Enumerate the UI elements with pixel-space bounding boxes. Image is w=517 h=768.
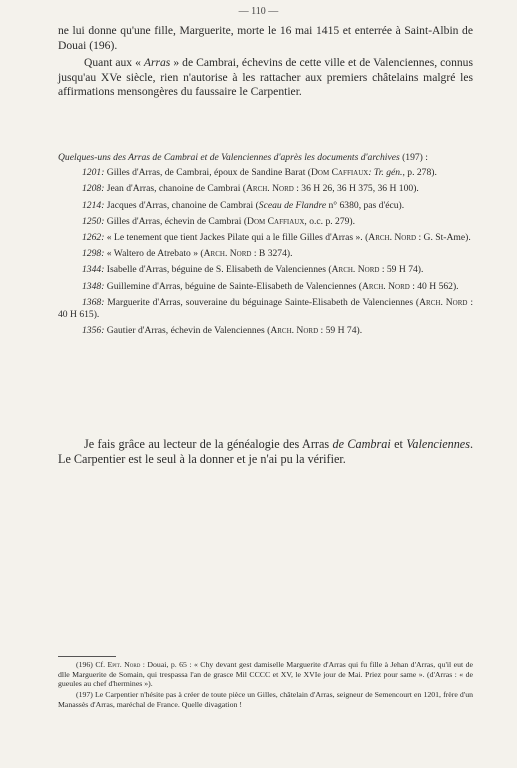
entry-text: n° 6380, pas d'écu). <box>326 199 405 211</box>
entry-source: Arch. Nord <box>361 280 410 292</box>
archive-entry <box>58 281 473 293</box>
entry-text: , o.c. p. 279). <box>304 215 356 227</box>
entry-source: Arch. Nord <box>331 264 380 276</box>
entry-year: 1298: <box>82 248 105 260</box>
archive-entry <box>58 297 473 321</box>
footnote-divider <box>58 656 116 657</box>
archive-entry <box>58 325 473 337</box>
entry-source: Arch. Nord <box>245 183 294 195</box>
entry-year: 1250: <box>82 215 105 227</box>
entry-year: 1214: <box>82 199 105 211</box>
entry-text: : 40 H 562). <box>409 280 459 292</box>
entry-text: Guillemine d'Arras, béguine de Sainte-Elisabeth de Valenciennes ( <box>104 280 362 292</box>
paragraph-italic-term: Valenciennes <box>406 437 470 451</box>
archive-list-heading-note: (197) : <box>399 152 428 163</box>
entry-year: 1262: <box>82 232 105 244</box>
paragraph-text: Quant aux « <box>84 56 144 69</box>
paragraph-text: » de Cambrai, échevins de cette ville et de Valenciennes, connus jusqu'au XVe siècle, rien n'autorise à les rattacher aux premiers châtelains malgré les affirmations mensongères du faussaire le Carpentier. <box>58 56 473 99</box>
entry-text: Isabelle d'Arras, béguine de S. Elisabeth de Valenciennes ( <box>104 264 332 276</box>
footnote <box>58 660 473 689</box>
footnote-text: (196) Cf. <box>76 660 108 669</box>
paragraph-opening <box>58 24 473 53</box>
archive-entries <box>58 167 473 337</box>
paragraph-italic-term: de Cambrai <box>332 437 391 451</box>
archive-entry <box>58 167 473 179</box>
archive-entry <box>58 183 473 195</box>
entry-text: : 59 H 74). <box>318 325 363 337</box>
footnote-source: Epit. Nord <box>107 660 141 669</box>
entry-year: 1368: <box>82 296 105 308</box>
entry-source: Arch. Nord <box>203 248 252 260</box>
entry-text: , p. 278). <box>402 167 437 179</box>
paragraph-cambrai-arras <box>58 56 473 100</box>
archive-entry <box>58 248 473 260</box>
entry-text: Jean d'Arras, chanoine de Cambrai ( <box>104 183 246 195</box>
archive-list-heading-text: Quelques-uns des Arras de Cambrai et de Valenciennes d'après les documents d'archives <box>58 152 400 163</box>
entry-source: Dom Caffiaux <box>311 167 369 179</box>
entry-text: « Waltero de Atrebato » ( <box>104 248 204 260</box>
entry-text: « Le tenement que tient Jackes Pilate qui a le fille Gilles d'Arras ». ( <box>104 232 369 244</box>
entry-text: Gilles d'Arras, de Cambrai, époux de Sandine Barat ( <box>104 167 311 179</box>
paragraph-closing <box>58 437 473 467</box>
entry-text: : B 3274). <box>251 248 293 260</box>
entry-year: 1344: <box>82 264 105 276</box>
entry-text: : 36 H 26, 36 H 375, 36 H 100). <box>293 183 419 195</box>
entry-source: Dom Caffiaux <box>247 215 305 227</box>
entry-text: : G. St-Ame). <box>416 232 471 244</box>
paragraph-opening-text: ne lui donne qu'une fille, Marguerite, morte le 16 mai 1415 et enterrée à Saint-Albin de Douai (196). <box>58 24 473 52</box>
footnote-text: : Douai, p. 65 : « Chy devant gest damiselle Marguerite d'Arras qui fu fille à Jehan d'Arras, qu'il eut de dlle Marguerite de Somain, qui trespassa l'an de grasce Mil CCCC et XV, le XVIe jour de Mai. Priez pour same ». (d'Arras : « de gueules au chef d'hermines »). <box>58 660 473 689</box>
entry-year: 1348: <box>82 280 105 292</box>
archive-entry <box>58 264 473 276</box>
entry-year: 1356: <box>82 325 105 337</box>
archive-entry <box>58 216 473 228</box>
entry-text: : 40 H 615). <box>58 296 473 321</box>
archive-entry <box>58 232 473 244</box>
paragraph-text: Je fais grâce au lecteur de la généalogie des Arras <box>84 437 333 451</box>
entry-source: Arch. Nord <box>368 232 417 244</box>
paragraph-italic-term: Arras <box>143 56 171 69</box>
archive-entry <box>58 200 473 212</box>
footnote <box>58 690 473 709</box>
entry-italic: Sceau de Flandre <box>258 199 327 211</box>
entry-source: Arch. Nord <box>270 325 319 337</box>
entry-text: : 59 H 74). <box>379 264 424 276</box>
page-number: — 110 — <box>238 6 279 17</box>
paragraph-text: et <box>390 437 407 451</box>
entry-year: 1208: <box>82 183 105 195</box>
archive-list <box>58 152 473 341</box>
entry-text: Jacques d'Arras, chanoine de Cambrai ( <box>104 199 259 211</box>
entry-year: 1201: <box>82 167 105 179</box>
entry-text: Marguerite d'Arras, souveraine du béguinage Sainte-Elisabeth de Valenciennes ( <box>104 296 420 308</box>
paragraph-text: . Le Carpentier est le seul à la donner et je n'ai pu la vérifier. <box>58 437 474 466</box>
entry-text: Gilles d'Arras, échevin de Cambrai ( <box>104 215 248 227</box>
archive-list-heading <box>58 152 473 164</box>
entry-text: Gautier d'Arras, échevin de Valenciennes ( <box>104 325 271 337</box>
footnote-text: (197) Le Carpentier n'hésite pas à créer de toute pièce un Gilles, châtelain d'Arras, seigneur de Semencourt en 1201, frère d'un Manassès d'Arras, maréchal de France. Quelle divagation ! <box>58 690 473 709</box>
entry-source: Arch. Nord <box>419 296 468 308</box>
entry-italic: : Tr. gén. <box>368 167 403 179</box>
footnotes <box>58 660 473 711</box>
